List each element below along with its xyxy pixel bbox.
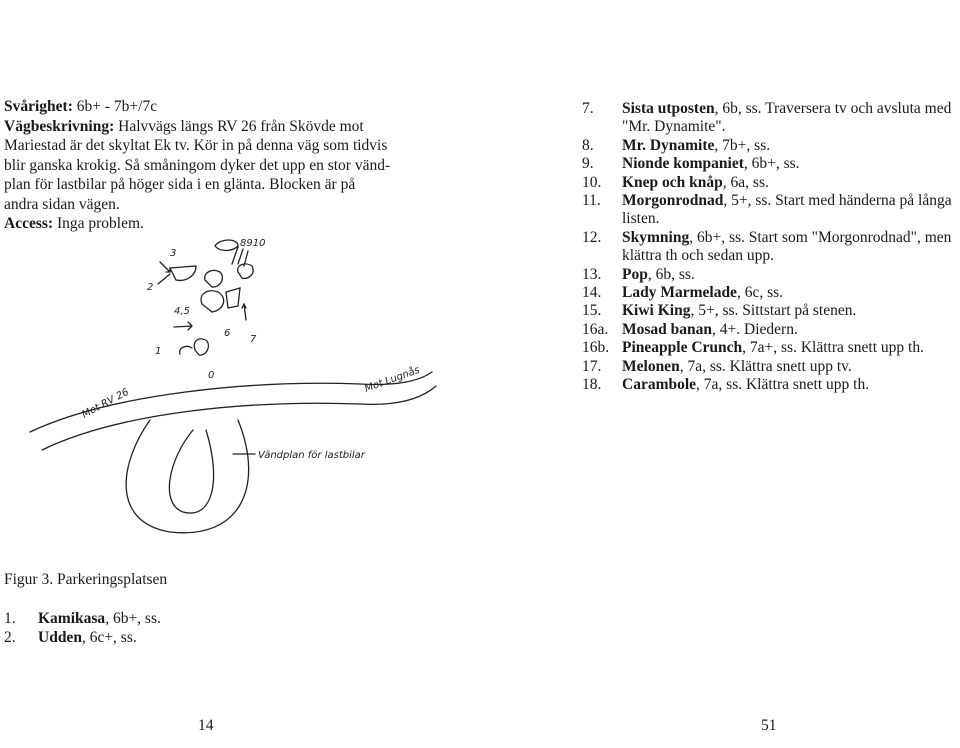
directions-line-1: Mariestad är det skyltat Ek tv. Kör in på denna väg som tidvis bbox=[4, 137, 388, 154]
sketch-label-vandplan: Vändplan för lastbilar bbox=[258, 450, 365, 461]
boulder-3 bbox=[170, 266, 196, 280]
boulder-8-10 bbox=[238, 264, 253, 278]
sketch-label-4-5: 4,5 bbox=[174, 306, 190, 317]
list-item: 11. Morgonrodnad, 5+, ss. Start med händerna på långa listen. bbox=[582, 192, 952, 228]
access-value: Inga problem. bbox=[53, 215, 144, 232]
intro-section bbox=[4, 97, 414, 234]
page-number-left: 14 bbox=[198, 717, 214, 734]
boulder-7 bbox=[226, 288, 240, 308]
sketch-label-0: 0 bbox=[208, 370, 215, 381]
directions-line-4: andra sidan vägen. bbox=[4, 195, 120, 213]
access-label: Access: bbox=[4, 215, 54, 232]
list-item: 16a. Mosad banan, 4+. Diedern. bbox=[582, 320, 798, 338]
page-number-right: 51 bbox=[761, 717, 777, 734]
sketch-label-mot-lugnas: Mot Lugnås bbox=[363, 364, 422, 395]
list-item: 14. Lady Marmelade, 6c, ss. bbox=[582, 284, 784, 302]
difficulty-line bbox=[4, 97, 414, 117]
figure-caption: Figur 3. Parkeringsplatsen bbox=[4, 571, 168, 588]
list-item: 17. Melonen, 7a, ss. Klättra snett upp tv. bbox=[582, 357, 852, 375]
list-item: 9. Nionde kompaniet, 6b+, ss. bbox=[582, 155, 800, 173]
list-item: 7. Sista utposten, 6b, ss. Traversera tv och avsluta med "Mr. Dynamite". bbox=[582, 100, 952, 136]
list-item: 13. Pop, 6b, ss. bbox=[582, 265, 695, 283]
parking-sketch bbox=[0, 232, 470, 562]
road-lower-edge bbox=[42, 386, 436, 450]
sketch-label-8910: 8910 bbox=[240, 238, 266, 249]
boulder-1 bbox=[180, 346, 192, 354]
list-item: 18. Carambole, 7a, ss. Klättra snett upp th. bbox=[582, 376, 870, 394]
turnaround-inner bbox=[169, 430, 213, 513]
sketch-label-7: 7 bbox=[250, 334, 257, 345]
directions-text: Halvvägs längs RV 26 från Skövde mot bbox=[118, 117, 364, 135]
boulder-4-5 bbox=[205, 270, 223, 287]
directions-line-2: blir ganska krokig. Så småningom dyker det upp en stor vänd- bbox=[4, 156, 391, 174]
sketch-label-3: 3 bbox=[170, 248, 177, 259]
list-item: 16b. Pineapple Crunch, 7a+, ss. Klättra snett upp th. bbox=[582, 339, 924, 357]
access-line bbox=[4, 214, 414, 234]
sketch-label-mot-rv26: Mot RV 26 bbox=[80, 386, 131, 421]
difficulty-label: Svårighet: bbox=[4, 98, 73, 115]
sketch-label-2: 2 bbox=[147, 282, 154, 293]
directions-line-3: plan för lastbilar på höger sida i en glänta. Blocken är på bbox=[4, 176, 356, 193]
boulder-top bbox=[215, 240, 238, 251]
directions-label: Vägbeskrivning: bbox=[4, 117, 115, 135]
route-list bbox=[582, 100, 960, 395]
difficulty-value: 6b+ - 7b+/7c bbox=[72, 98, 158, 115]
list-item: 1. Kamikasa , 6b+, ss. bbox=[4, 610, 161, 627]
list-item: 15. Kiwi King, 5+, ss. Sittstart på stenen. bbox=[582, 302, 857, 320]
bottom-route-list bbox=[4, 609, 161, 647]
boulder-6 bbox=[201, 291, 224, 312]
sketch-label-1: 1 bbox=[155, 346, 162, 357]
list-item: 2. Udden , 6c+, ss. bbox=[4, 629, 137, 646]
boulder-0 bbox=[194, 339, 208, 355]
directions-line-0 bbox=[4, 117, 414, 137]
list-item: 10. Knep och knåp, 6a, ss. bbox=[582, 173, 769, 191]
list-item: 12. Skymning, 6b+, ss. Start som "Morgonrodnad", men klättra th och sedan upp. bbox=[582, 228, 952, 265]
sketch-label-6: 6 bbox=[224, 328, 231, 339]
list-item: 8. Mr. Dynamite, 7b+, ss. bbox=[582, 136, 771, 154]
